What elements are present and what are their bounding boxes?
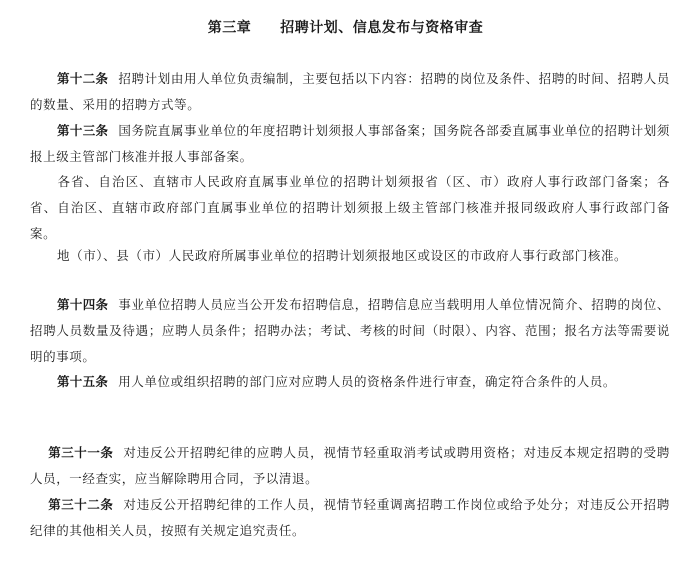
article-32-label: 第三十二条 — [48, 497, 114, 512]
article-14-text: 事业单位招聘人员应当公开发布招聘信息，招聘信息应当载明用人单位情况简介、招聘的岗位、招聘人员数量及待遇；应聘人员条件；招聘办法；考试、考核的时间（时限）、内容、范围；报名方法等需要说明的事项。 — [30, 297, 670, 364]
chapter-title: 第三章 招聘计划、信息发布与资格审查 — [207, 20, 484, 36]
article-32-text: 对违反公开招聘纪律的工作人员，视情节轻重调离招聘工作岗位或给予处分；对违反公开招聘纪律的其他相关人员，按照有关规定追究责任。 — [30, 497, 670, 538]
article-32 — [30, 492, 670, 544]
article-15-text: 用人单位或组织招聘的部门应对应聘人员的资格条件进行审查，确定符合条件的人员。 — [118, 374, 617, 389]
article-14-label: 第十四条 — [57, 297, 109, 312]
article-31-label: 第三十一条 — [48, 445, 114, 460]
article-31 — [30, 440, 670, 492]
article-12-label: 第十二条 — [57, 71, 109, 86]
article-15 — [30, 369, 670, 395]
article-13-text: 国务院直属事业单位的年度招聘计划须报人事部备案；国务院各部委直属事业单位的招聘计划须报上级主管部门核准并报人事部备案。 — [30, 123, 670, 164]
article-31-text: 对违反公开招聘纪律的应聘人员，视情节轻重取消考试或聘用资格；对违反本规定招聘的受聘人员，一经查实，应当解除聘用合同，予以清退。 — [30, 445, 670, 486]
article-13-label: 第十三条 — [57, 123, 109, 138]
paragraph-provincial-text: 各省、自治区、直辖市人民政府直属事业单位的招聘计划须报省（区、市）政府人事行政部门备案；各省、自治区、直辖市政府部门直属事业单位的招聘计划须报上级主管部门核准并报同级政府人事行政部门备案。 — [30, 174, 670, 241]
paragraph-prefecture — [30, 243, 670, 269]
article-12-text: 招聘计划由用人单位负责编制，主要包括以下内容：招聘的岗位及条件、招聘的时间、招聘人员的数量、采用的招聘方式等。 — [30, 71, 670, 112]
paragraph-prefecture-text: 地（市）、县（市）人民政府所属事业单位的招聘计划须报地区或设区的市政府人事行政部门核准。 — [57, 248, 628, 263]
article-12 — [30, 66, 670, 118]
article-13 — [30, 118, 670, 170]
paragraph-provincial — [30, 169, 670, 247]
article-15-label: 第十五条 — [57, 374, 109, 389]
article-14 — [30, 292, 670, 370]
